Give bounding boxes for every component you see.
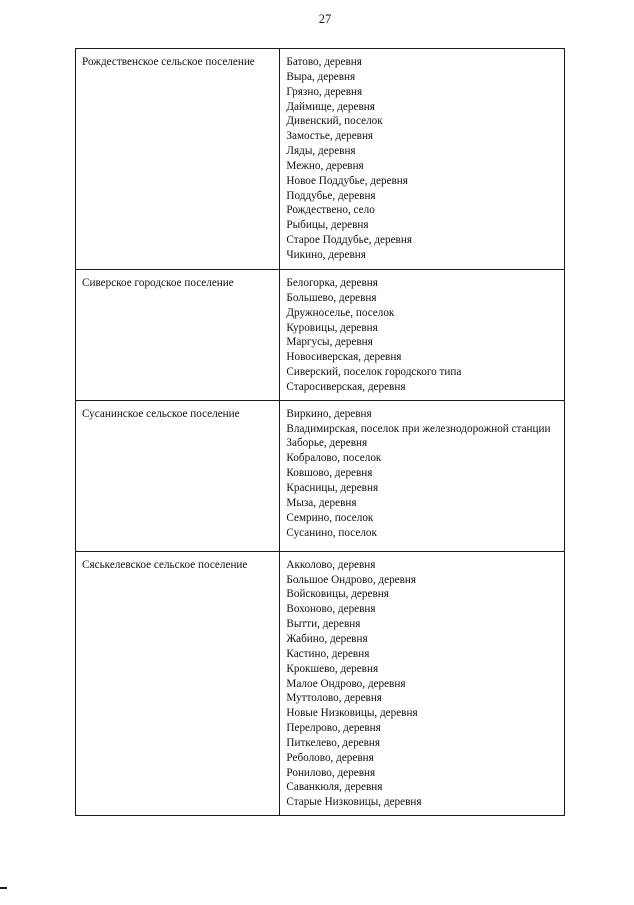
place-item: Старосиверская, деревня <box>286 380 406 393</box>
settlement-cell <box>76 551 280 815</box>
place-item: Красницы, деревня <box>286 481 379 494</box>
table-row <box>76 49 565 270</box>
settlement-name: Сиверское городское поселение <box>82 277 234 289</box>
place-item: Мыза, деревня <box>286 496 357 509</box>
place-item: Семрино, поселок <box>286 511 374 524</box>
places-cell <box>280 400 565 551</box>
place-item: Старое Поддубье, деревня <box>286 234 412 247</box>
place-list <box>286 276 556 395</box>
place-item: Батово, деревня <box>286 56 362 68</box>
place-item: Кобралово, поселок <box>286 452 382 465</box>
place-item: Ронилово, деревня <box>286 766 376 779</box>
place-item: Вытти, деревня <box>286 618 361 631</box>
place-item: Выра, деревня <box>286 70 356 83</box>
place-item: Маргусы, деревня <box>286 336 373 349</box>
place-item: Акколово, деревня <box>286 558 376 571</box>
places-cell <box>280 551 565 815</box>
place-item: Рыбицы, деревня <box>286 219 369 232</box>
place-item: Перелрово, деревня <box>286 722 381 735</box>
place-list <box>286 558 556 810</box>
settlement-cell <box>76 270 280 401</box>
table-row <box>76 551 565 815</box>
place-item: Ковшово, деревня <box>286 467 373 480</box>
settlement-name: Сяськелевское сельское поселение <box>82 558 248 571</box>
page-number: 27 <box>318 12 332 26</box>
place-item: Поддубье, деревня <box>286 189 376 202</box>
place-item: Виркино, деревня <box>286 407 372 420</box>
place-item: Новые Низковицы, деревня <box>286 707 418 720</box>
place-item: Даймище, деревня <box>286 100 375 113</box>
place-item: Чикино, деревня <box>286 248 366 261</box>
place-item: Дружноселье, поселок <box>286 306 395 319</box>
place-item: Муттолово, деревня <box>286 692 382 705</box>
place-item: Питкелево, деревня <box>286 736 381 749</box>
place-item: Кастино, деревня <box>286 647 370 660</box>
place-item: Малое Ондрово, деревня <box>286 677 406 690</box>
place-item: Рождествено, село <box>286 204 375 217</box>
place-item: Замостье, деревня <box>286 130 374 143</box>
place-item: Межно, деревня <box>286 159 364 172</box>
place-item: Жабино, деревня <box>286 632 368 645</box>
place-item: Большое Ондрово, деревня <box>286 573 417 586</box>
place-item: Заборье, деревня <box>286 437 368 450</box>
place-item: Ляды, деревня <box>286 145 356 158</box>
settlement-cell <box>76 49 280 270</box>
place-item: Сусанино, поселок <box>286 526 377 539</box>
place-item: Сиверский, поселок городского типа <box>286 366 462 379</box>
place-item: Реболово, деревня <box>286 751 374 764</box>
settlement-name: Сусанинское сельское поселение <box>82 407 240 420</box>
place-item: Владимирская, поселок при железнодорожной станции <box>286 422 551 435</box>
place-item: Вохоново, деревня <box>286 603 376 616</box>
place-item: Старые Низковицы, деревня <box>286 796 422 809</box>
place-item: Новое Поддубье, деревня <box>286 174 408 187</box>
place-item: Дивенский, поселок <box>286 115 383 128</box>
place-item: Новосиверская, деревня <box>286 351 402 364</box>
place-list <box>286 407 556 541</box>
place-item: Куровицы, деревня <box>286 321 378 334</box>
settlement-cell <box>76 400 280 551</box>
table-row <box>76 270 565 401</box>
place-item: Большево, деревня <box>286 291 377 304</box>
place-item: Грязно, деревня <box>286 85 363 98</box>
place-item: Крокшево, деревня <box>286 662 379 675</box>
places-cell <box>280 270 565 401</box>
margin-mark <box>0 887 7 889</box>
settlement-name: Рождественское сельское поселение <box>82 56 255 68</box>
table-row <box>76 400 565 551</box>
place-item: Белогорка, деревня <box>286 277 378 289</box>
settlements-table <box>75 48 565 816</box>
place-item: Войсковицы, деревня <box>286 588 389 601</box>
places-cell <box>280 49 565 270</box>
place-item: Саванкюля, деревня <box>286 781 383 794</box>
place-list <box>286 55 556 263</box>
